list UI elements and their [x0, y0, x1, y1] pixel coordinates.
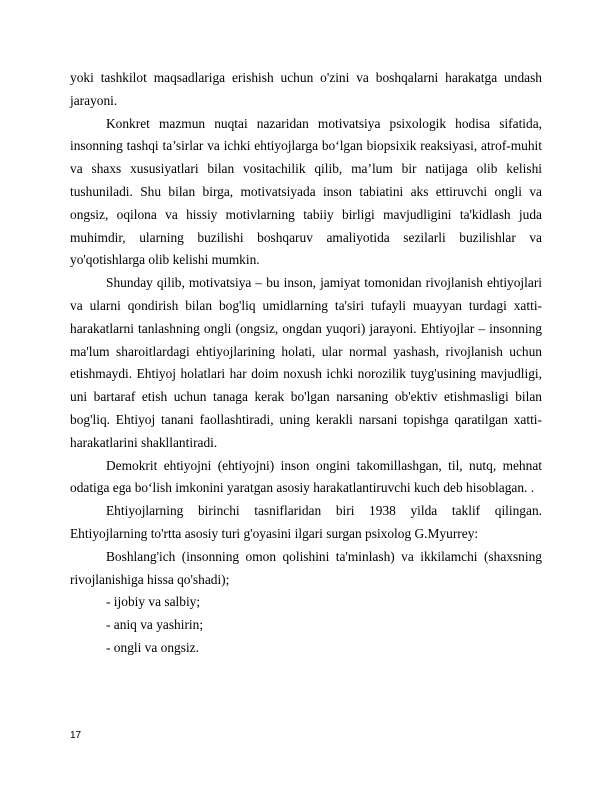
list-item: - ijobiy va salbiy; — [106, 594, 201, 610]
paragraph-continuation: yoki tashkilot maqsadlariga erishish uchun o'zini va boshqalarni harakatga undash jarayoni. — [70, 70, 542, 108]
list-item: - aniq va yashirin; — [106, 617, 204, 633]
paragraph-classification: Ehtiyojlarning birinchi tasniflaridan biri 1938 yilda taklif qilingan. Ehtiyojlarning to'rtta asosiy turi g'oyasini ilgari surgan psixolog G.Myurrey: — [70, 503, 542, 541]
document-page — [70, 67, 542, 660]
list-item: - ongli va ongsiz. — [106, 639, 199, 655]
page-number: 17 — [70, 730, 82, 741]
paragraph-primary-secondary: Boshlang'ich (insonning omon qolishini ta'minlash) va ikkilamchi (shaxsning rivojlanishiga hissa qo'shadi); — [70, 548, 542, 587]
paragraph-needs: Shunday qilib, motivatsiya – bu inson, jamiyat tomonidan rivojlanish ehtiyojlari va ularni qondirish bilan bog'liq umidlarning ta'siri tufayli muayyan turdagi xatti-harakatlarni tanlashning ongli (ongsiz, ongdan yuqori) jarayoni. Ehtiyojlar – insonning ma'lum sharoitlardagi ehtiyojlarining holati, ular normal yashash, rivojlanish uchun etishmaydi. Ehtiyoj holatlari har doim noxush ichki norozilik tuyg'usining mavjudligi, uni bartaraf etish uchun tanaga kerak bo'lgan narsaning ob'ektiv etishmasligi bilan bog'liq. Ehtiyoj tanani faollashtiradi, uning kerakli narsani topishga qaratilgan xatti-harakatlarini shakllantiradi. — [70, 275, 542, 450]
paragraph-democritus: Demokrit ehtiyojni (ehtiyojni) inson ongini takomillashgan, til, nutq, mehnat odatiga ega bo‘lish imkonini yaratgan asosiy harakatlantiruvchi kuch deb hisoblagan. . — [70, 457, 542, 496]
paragraph-motivation-definition: Konkret mazmun nuqtai nazaridan motivatsiya psixologik hodisa sifatida, insonning tashqi ta’sirlar va ichki ehtiyojlarga bo‘lgan biopsixik reaksiyasi, atrof-muhit va shaxs xususiyatlari bilan vositachilik qilib, ma’lum bir natijaga olib kelishi tushuniladi. Shu bilan birga, motivatsiyada inson tabiatini aks ettiruvchi ongli va ongsiz, oqilona va hissiy motivlarning tabiiy birligi mavjudligini ta'kidlash juda muhimdir, ularning buzilishi boshqaruv amaliyotida sezilarli buzilishlar va yo'qotishlarga olib kelishi mumkin. — [70, 115, 542, 268]
